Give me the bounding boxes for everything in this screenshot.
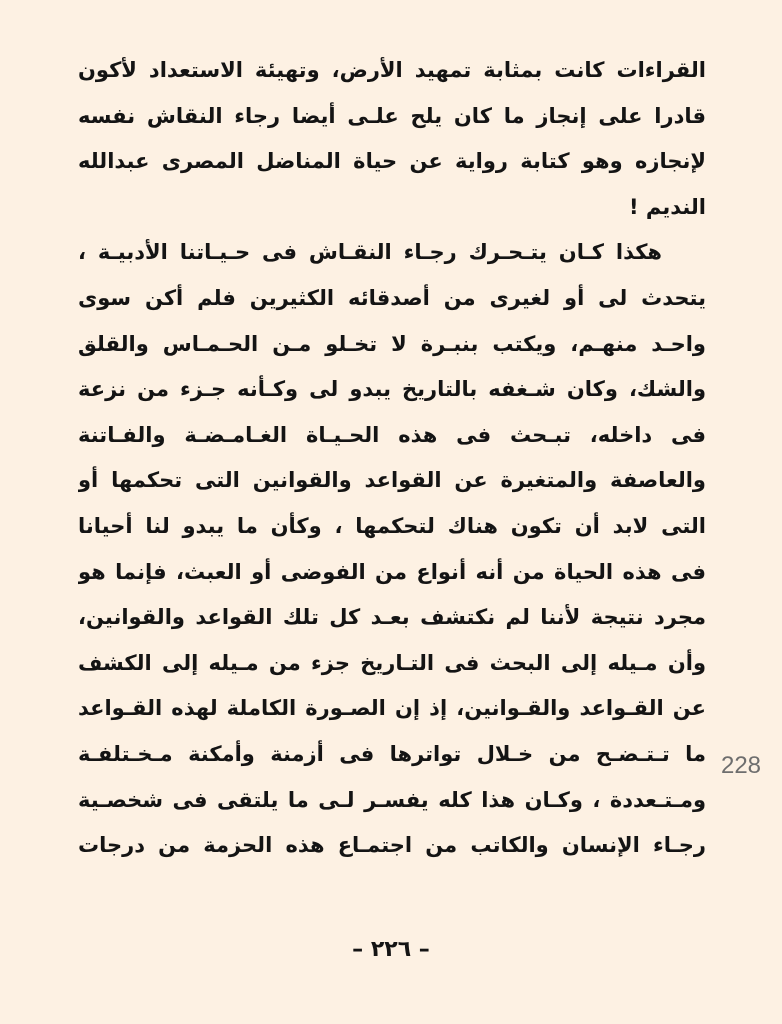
- text-line: ومـتـعددة ، وكـان هذا كله يفسـر لـى ما يلتقى فى شخصـية: [78, 787, 706, 812]
- text-line: ما تـتـضـح من خـلال تواترها فى أزمنة وأمكنة مـخـتلفـة: [78, 741, 706, 766]
- text-line: والشك، وكان شـغفه بالتاريخ يبدو لى وكـأنه جـزء من نزعة: [78, 377, 706, 402]
- footer-page-number: – ٢٢٦ –: [352, 937, 430, 962]
- text-line: واحـد منهـم، ويكتب بنبـرة لا تخـلو مـن الحـمـاس والقلق: [78, 331, 706, 356]
- text-line: مجرد نتيجة لأننا لم نكتشف بعـد كل تلك القواعد والقوانين،: [78, 605, 706, 630]
- body-text: [78, 48, 706, 869]
- text-line: النديم !: [628, 194, 706, 219]
- paragraph-start-line: هكذا كـان يتـحـرك رجـاء النقـاش فى حـيـاتنا الأدبيـة ،: [78, 240, 662, 265]
- text-line: عن القـواعد والقـوانين، إذ إن الصـورة الكاملة لهذه القـواعد: [78, 696, 706, 721]
- text-line: يتحدث لى أو لغيرى من أصدقائه الكثيرين فلم أكن سوى: [78, 285, 706, 310]
- text-line: فى داخله، تبـحث فى هذه الحـيـاة الغـامـضـة والفـاتنة: [78, 422, 706, 447]
- text-line: وأن مـيله إلى البحث فى التـاريخ جزء من مـيله إلى الكشف: [78, 650, 706, 675]
- reader-page-number: 228: [720, 752, 762, 779]
- text-line: رجـاء الإنسان والكاتب من اجتمـاع هذه الحزمة من درجات: [78, 833, 706, 858]
- text-line: لإنجازه وهو كتابة رواية عن حياة المناضل المصرى عبدالله: [78, 149, 706, 174]
- text-line: والعاصفة والمتغيرة عن القواعد والقوانين التى تحكمها أو: [78, 468, 706, 493]
- text-line: القراءات كانت بمثابة تمهيد الأرض، وتهيئة الاستعداد لأكون: [78, 58, 706, 82]
- text-line: التى لابد أن تكون هناك لتحكمها ، وكأن ما يبدو لنا أحيانا: [78, 513, 706, 538]
- text-line: قادرا على إنجاز ما كان يلح علـى أيضا رجاء النقاش نفسه: [78, 103, 706, 128]
- text-line: فى هذه الحياة من أنه أنواع من الفوضى أو العبث، فإنما هو: [78, 559, 706, 584]
